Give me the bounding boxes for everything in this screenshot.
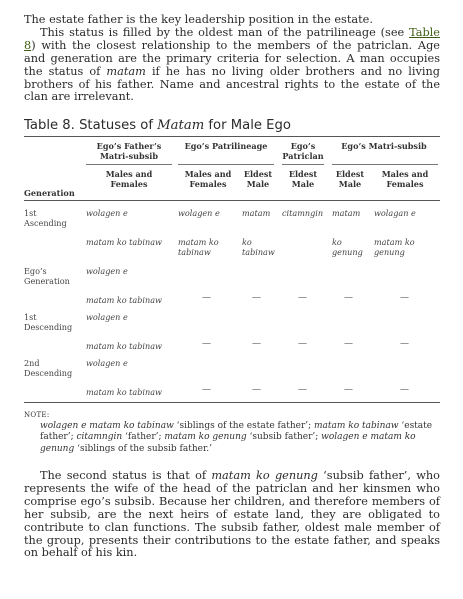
table-cell: matam ko tabinaw (86, 237, 162, 247)
outro-paragraph (24, 470, 440, 560)
table-caption (24, 118, 440, 133)
group-header-patrilineage: Ego’s Patrilineage (184, 141, 268, 151)
empty-dash: — (252, 339, 261, 349)
table-cell: matam ko tabinaw (86, 387, 162, 397)
empty-dash: — (344, 293, 353, 303)
intro-paragraph-1: The estate father is the key leadership position in the estate. (24, 13, 373, 26)
table-cell: matam ko genung (374, 237, 415, 257)
note-gloss: ‘siblings of the estate father’; (173, 421, 315, 431)
caption-term: Matam (157, 118, 205, 133)
sub-header-5: Eldest Male (335, 169, 365, 189)
table-cell: matam ko tabinaw (178, 237, 219, 257)
group-header-fathers-matri-subsib: Ego’s Father’s Matri-subsib (96, 141, 162, 161)
empty-dash: — (298, 293, 307, 303)
empty-dash: — (400, 339, 409, 349)
table-cell: matam (332, 208, 361, 218)
header-bottom-rule (24, 200, 440, 201)
table-cell: matam ko tabinaw (86, 341, 162, 351)
group-rule-3 (282, 164, 324, 165)
table-cell: wolagen e (178, 208, 220, 218)
group-header-matri-subsib: Ego’s Matri-subsib (341, 141, 427, 151)
sub-header-6: Males and Females (381, 169, 429, 189)
group-rule-2 (178, 164, 274, 165)
empty-dash: — (202, 385, 211, 395)
empty-dash: — (344, 339, 353, 349)
caption-text-a: Table 8. Statuses of (24, 118, 158, 133)
table-cell: citamngin (282, 208, 324, 218)
table-8-link[interactable]: Table 8 (24, 25, 440, 52)
caption-text-b: for Male Ego (204, 118, 291, 133)
intro-p2-text-b: ) with the closest relationship to the members of the patriclan. Age and generation are the primary criteria for selection. A man occupies the status of (24, 38, 440, 78)
generation-label-2: Ego’s Generation (24, 266, 70, 286)
note-gloss: ‘siblings of the subsib father.’ (74, 443, 213, 454)
generation-label-1: 1st Ascending (24, 208, 67, 228)
sub-header-2: Males and Females (184, 169, 232, 189)
note-term: citamngin (76, 432, 123, 443)
note-gloss: ‘father’; (122, 432, 165, 443)
table-cell: wolagen e (86, 208, 128, 218)
table-cell: ko tabinaw (242, 237, 275, 257)
table-cell: wolagen e (86, 358, 128, 368)
table-cell: matam ko tabinaw (86, 295, 162, 305)
group-header-patriclan: Ego’s Patriclan (282, 141, 324, 161)
empty-dash: — (400, 385, 409, 395)
table-cell: wolagen e (86, 312, 128, 322)
note-gloss: ‘subsib father’; (246, 432, 322, 443)
empty-dash: — (252, 293, 261, 303)
sub-header-4: Eldest Male (288, 169, 318, 189)
table-cell: matam (242, 208, 271, 218)
table-top-rule (24, 136, 440, 137)
note-term: matam ko tabinaw (314, 421, 399, 431)
group-rule-4 (332, 164, 438, 165)
table-note (40, 421, 440, 455)
note-term: matam ko genung (164, 432, 247, 443)
note-gloss: ‘estate father’; (40, 421, 433, 443)
table-bottom-rule (24, 402, 440, 403)
note-label: NOTE: (24, 411, 50, 419)
outro-term: matam ko genung (211, 469, 318, 482)
intro-p2-term: matam (106, 64, 146, 78)
outro-text-b: ‘subsib father’, who represents the wife of the head of the patriclan and her kinsmen who comprise ego’s subsib. Because her children, and therefore members of her subsib, are the next heirs of estate land, they are obligated to contribute to clan functions. The subsib father, oldest male member of the group, presents their contributions to the estate father, and speaks on behalf of his kin. (24, 469, 440, 560)
generation-label-4: 2nd Descending (24, 358, 73, 378)
note-term: wolagen e matam ko genung (40, 432, 416, 454)
sub-header-3: Eldest Male (243, 169, 273, 189)
empty-dash: — (344, 385, 353, 395)
table-cell: ko genung (332, 237, 363, 257)
intro-text (24, 14, 440, 104)
empty-dash: — (252, 385, 261, 395)
group-rule-1 (86, 164, 172, 165)
empty-dash: — (202, 339, 211, 349)
table-cell: wolagan e (374, 208, 416, 218)
intro-p2-text-c: if he has no living older brothers and no living brothers of his father. Name and ancestral rights to the estate of the clan are irrelevant. (24, 64, 440, 104)
row-header-generation: Generation (24, 188, 75, 198)
sub-header-1: Males and Females (105, 169, 153, 189)
empty-dash: — (202, 293, 211, 303)
empty-dash: — (400, 293, 409, 303)
empty-dash: — (298, 385, 307, 395)
outro-text-a: The second status is that of (40, 469, 212, 482)
note-term: wolagen e matam ko tabinaw (40, 421, 174, 431)
intro-p2-text-a: This status is filled by the oldest man of the patrilineage (see (40, 25, 410, 39)
table-cell: wolagen e (86, 266, 128, 276)
intro-paragraph-2 (24, 27, 440, 104)
generation-label-3: 1st Descending (24, 312, 73, 332)
empty-dash: — (298, 339, 307, 349)
